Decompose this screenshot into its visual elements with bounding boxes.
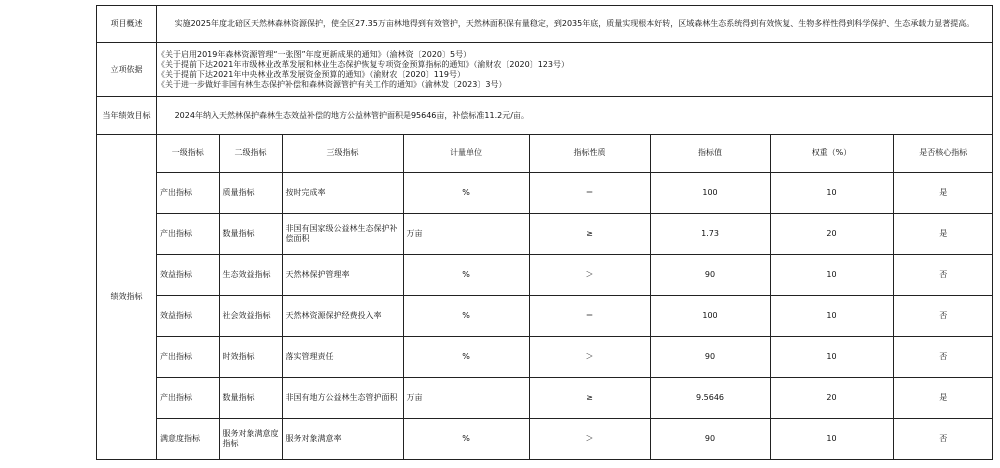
core-cell: 是 — [893, 213, 993, 254]
annual-goal-text: 2024年纳入天然林保护森林生态效益补偿的地方公益林管护面积是95646亩，补偿标准11.2元/亩。 — [157, 97, 993, 135]
nature-cell: ＞ — [529, 336, 650, 377]
overview-text: 实施2025年度北碚区天然林森林资源保护，使全区27.35万亩林地得到有效管护，天然林面积保有量稳定，到2035年底，质量实现根本好转，区域森林生态系统得到有效恢复、生物多样性得到科学保护、生态承载力显著提高。 — [157, 6, 993, 43]
level3-cell: 按时完成率 — [282, 172, 403, 213]
indicators-table — [157, 135, 993, 459]
level2-cell: 质量指标 — [219, 172, 282, 213]
level3-cell: 天然林资源保护经费投入率 — [282, 295, 403, 336]
level1-cell: 产出指标 — [157, 213, 219, 254]
unit-cell: % — [403, 172, 529, 213]
weight-cell: 10 — [770, 172, 893, 213]
value-cell: 90 — [650, 254, 770, 295]
weight-cell: 20 — [770, 213, 893, 254]
project-form-table — [96, 5, 993, 460]
basis-row — [97, 43, 993, 97]
core-cell: 否 — [893, 254, 993, 295]
level3-cell: 天然林保护管理率 — [282, 254, 403, 295]
table-row — [157, 377, 993, 418]
nature-cell: ＝ — [529, 295, 650, 336]
basis-line: 《关于进一步做好非国有林生态保护补偿和森林资源管护有关工作的通知》（渝林发〔2023〕3号） — [157, 79, 507, 89]
value-cell: 90 — [650, 336, 770, 377]
unit-cell: 万亩 — [403, 377, 529, 418]
value-cell: 100 — [650, 172, 770, 213]
level2-cell: 服务对象满意度指标 — [219, 418, 282, 459]
basis-label: 立项依据 — [97, 43, 157, 97]
level3-cell: 服务对象满意率 — [282, 418, 403, 459]
core-cell: 否 — [893, 336, 993, 377]
level3-cell: 非国有国家级公益林生态保护补偿面积 — [282, 213, 403, 254]
unit-cell: % — [403, 418, 529, 459]
level1-cell: 产出指标 — [157, 377, 219, 418]
unit-cell: % — [403, 336, 529, 377]
level2-cell: 社会效益指标 — [219, 295, 282, 336]
value-cell: 9.5646 — [650, 377, 770, 418]
weight-cell: 10 — [770, 254, 893, 295]
overview-row — [97, 6, 993, 43]
overview-label: 项目概述 — [97, 6, 157, 43]
level1-cell: 产出指标 — [157, 336, 219, 377]
weight-cell: 10 — [770, 295, 893, 336]
indicators-header-row — [157, 135, 993, 172]
basis-list — [157, 43, 993, 97]
header-level3: 三级指标 — [282, 135, 403, 172]
core-cell: 否 — [893, 295, 993, 336]
nature-cell: ≥ — [529, 377, 650, 418]
weight-cell: 10 — [770, 418, 893, 459]
level2-cell: 时效指标 — [219, 336, 282, 377]
unit-cell: % — [403, 295, 529, 336]
header-core: 是否核心指标 — [893, 135, 993, 172]
level2-cell: 生态效益指标 — [219, 254, 282, 295]
weight-cell: 20 — [770, 377, 893, 418]
nature-cell: ＝ — [529, 172, 650, 213]
table-row — [157, 172, 993, 213]
header-unit: 计量单位 — [403, 135, 529, 172]
level3-cell: 落实管理责任 — [282, 336, 403, 377]
table-row — [157, 418, 993, 459]
nature-cell: ≥ — [529, 213, 650, 254]
level2-cell: 数量指标 — [219, 213, 282, 254]
nature-cell: ＞ — [529, 418, 650, 459]
unit-cell: % — [403, 254, 529, 295]
header-weight: 权重（%） — [770, 135, 893, 172]
core-cell: 否 — [893, 418, 993, 459]
table-row — [157, 336, 993, 377]
table-row — [157, 254, 993, 295]
header-value: 指标值 — [650, 135, 770, 172]
core-cell: 是 — [893, 172, 993, 213]
level1-cell: 效益指标 — [157, 295, 219, 336]
header-level1: 一级指标 — [157, 135, 219, 172]
annual-goal-label: 当年绩效目标 — [97, 97, 157, 135]
level1-cell: 满意度指标 — [157, 418, 219, 459]
table-row — [157, 213, 993, 254]
value-cell: 90 — [650, 418, 770, 459]
basis-line: 《关于提前下达2021年中央林业改革发展资金预算的通知》（渝财农〔2020〕119号） — [157, 69, 465, 79]
level1-cell: 效益指标 — [157, 254, 219, 295]
annual-goal-row — [97, 97, 993, 135]
unit-cell: 万亩 — [403, 213, 529, 254]
basis-line: 《关于启用2019年森林资源管理“一张图”年度更新成果的通知》（渝林资〔2020〕5号） — [157, 49, 472, 59]
value-cell: 1.73 — [650, 213, 770, 254]
table-row — [157, 295, 993, 336]
indicators-label: 绩效指标 — [97, 135, 157, 460]
indicators-row — [97, 135, 993, 460]
basis-line: 《关于提前下达2021年市级林业改革发展和林业生态保护恢复专项资金预算指标的通知》（渝财农〔2020〕123号） — [157, 59, 569, 69]
value-cell: 100 — [650, 295, 770, 336]
level2-cell: 数量指标 — [219, 377, 282, 418]
header-level2: 二级指标 — [219, 135, 282, 172]
weight-cell: 10 — [770, 336, 893, 377]
nature-cell: ＞ — [529, 254, 650, 295]
core-cell: 是 — [893, 377, 993, 418]
level1-cell: 产出指标 — [157, 172, 219, 213]
level3-cell: 非国有地方公益林生态管护面积 — [282, 377, 403, 418]
header-nature: 指标性质 — [529, 135, 650, 172]
indicators-cell — [157, 135, 993, 460]
